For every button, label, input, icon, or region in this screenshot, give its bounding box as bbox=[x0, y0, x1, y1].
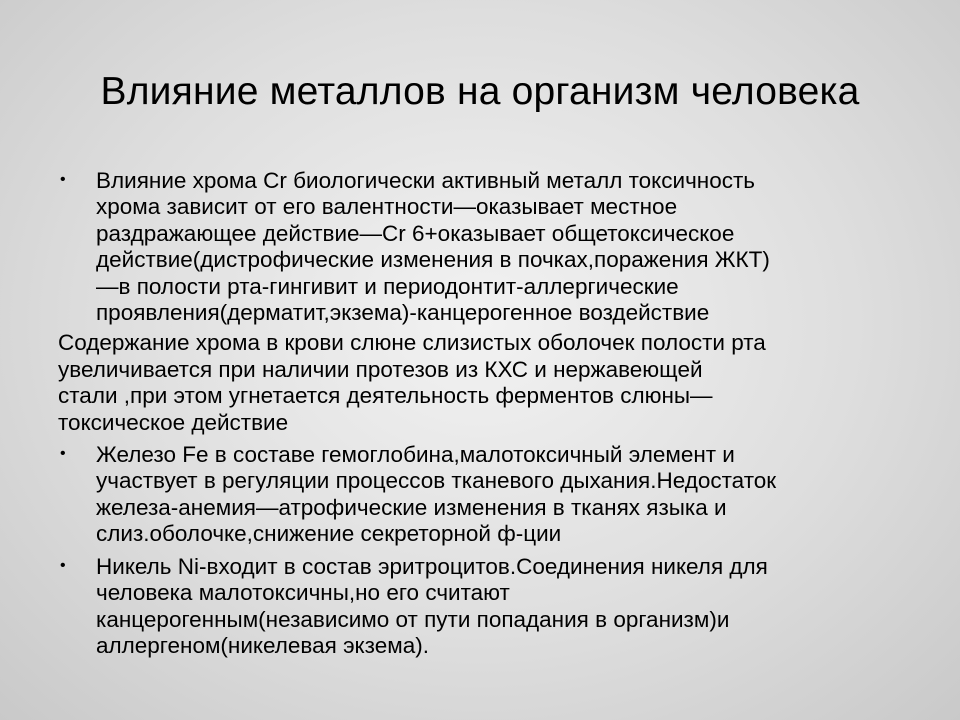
paragraph-iron bbox=[58, 442, 918, 548]
text-line: участвует в регуляции процессов тканевого дыхания.Недостаток bbox=[96, 468, 777, 494]
text-line: стали ,при этом угнетается деятельность ферментов слюны— bbox=[58, 383, 713, 409]
slide-body bbox=[58, 168, 918, 659]
paragraph-nickel bbox=[58, 554, 918, 660]
text-line: канцерогенным(независимо от пути попадания в организм)и bbox=[96, 606, 730, 632]
text-line: слиз.оболочке,снижение секреторной ф-ции bbox=[96, 521, 562, 547]
bullet-dot: • bbox=[60, 445, 66, 463]
paragraph-chromium-content bbox=[58, 330, 918, 436]
text-line: Влияние хрома Cr биологически активный металл токсичность bbox=[96, 168, 756, 193]
text-line: аллергеном(никелевая экзема). bbox=[96, 632, 429, 658]
paragraph-chromium bbox=[58, 168, 918, 326]
text-line: проявления(дерматит,экзема)-канцерогенное воздействие bbox=[96, 300, 710, 326]
text-line: железа-анемия—атрофические изменения в тканях языка и bbox=[96, 494, 727, 520]
text-line: хрома зависит от его валентности—оказывает местное bbox=[96, 194, 678, 220]
text-line: увеличивается при наличии протезов из КХС и нержавеющей bbox=[58, 356, 703, 382]
slide-title: Влияние металлов на организм человека bbox=[100, 70, 860, 113]
text-line: Железо Fe в составе гемоглобина,малотоксичный элемент и bbox=[96, 442, 735, 468]
text-line: действие(дистрофические изменения в почках,поражения ЖКТ) bbox=[96, 247, 770, 273]
text-line: токсическое действие bbox=[58, 409, 289, 435]
bullet-dot: • bbox=[60, 171, 66, 188]
text-line: Никель Ni-входит в состав эритроцитов.Соединения никеля для bbox=[96, 553, 768, 579]
bullet-dot: • bbox=[60, 556, 66, 574]
text-line: —в полости рта-гингивит и периодонтит-аллергические bbox=[96, 273, 679, 299]
text-line: раздражающее действие—Cr 6+оказывает общетоксическое bbox=[96, 220, 735, 246]
text-line: человека малотоксичны,но его считают bbox=[96, 580, 510, 606]
text-line: Содержание хрома в крови слюне слизистых оболочек полости рта bbox=[58, 330, 766, 356]
